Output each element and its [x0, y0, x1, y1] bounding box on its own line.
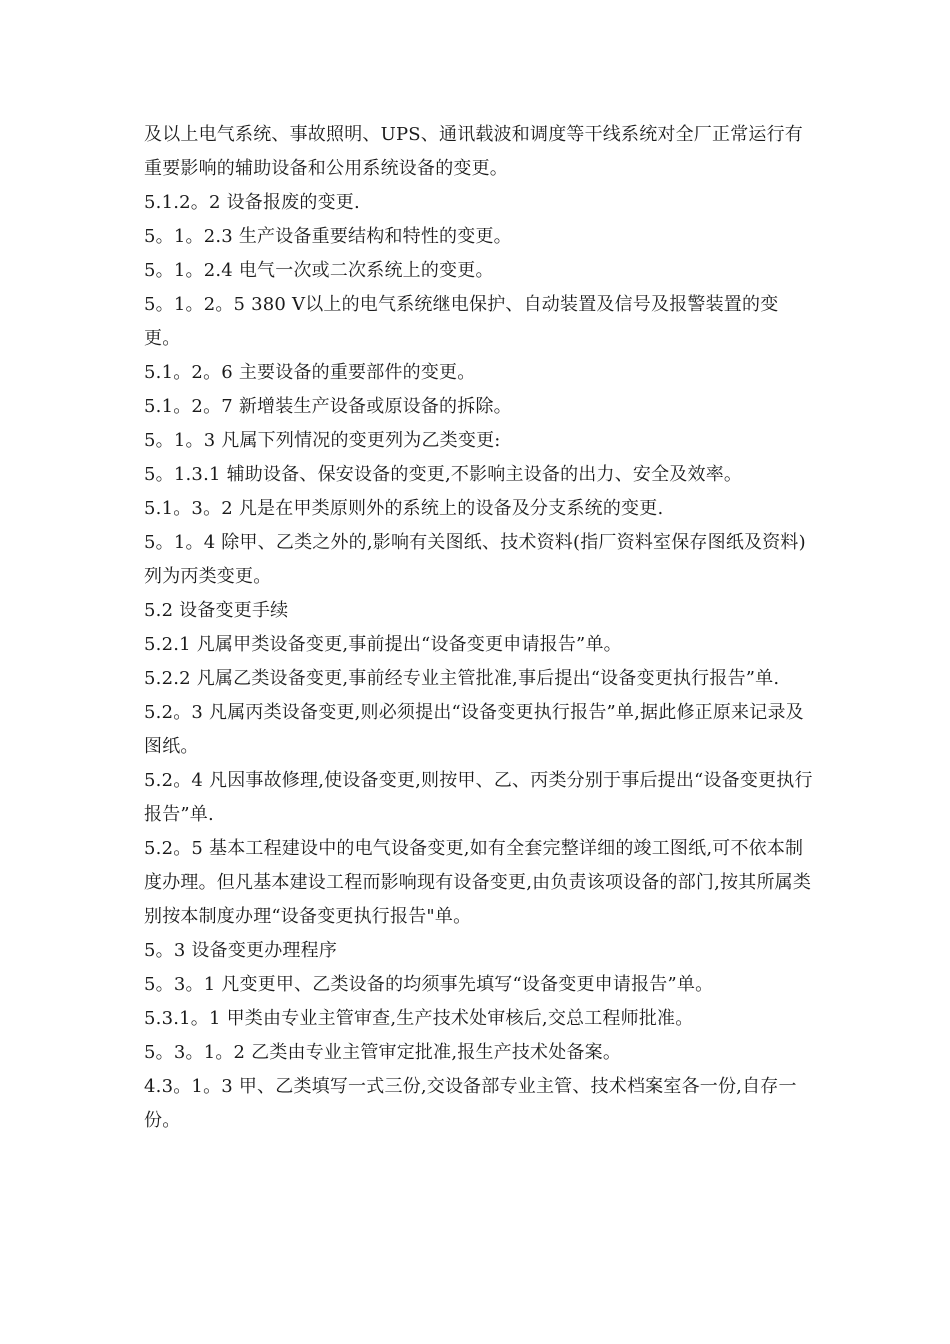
section-heading-5-3: 5。3 设备变更办理程序: [144, 940, 338, 961]
paragraph-5-1-3-2: 5.1。3。2 凡是在甲类原则外的系统上的设备及分支系统的变更.: [144, 498, 664, 519]
paragraph-5-1-2-6: 5.1。2。6 主要设备的重要部件的变更。: [144, 362, 476, 383]
paragraph-5-1-3: 5。1。3 凡属下列情况的变更列为乙类变更:: [144, 430, 501, 451]
paragraph-5-2-4: 5.2。4 凡因事故修理,使设备变更,则按甲、乙、丙类分别于事后提出“设备变更执行报告”单.: [144, 770, 813, 825]
paragraph-5-1-2-7: 5.1。2。7 新增装生产设备或原设备的拆除。: [144, 396, 512, 417]
paragraph-5-1-2-5: 5。1。2。5 380 V以上的电气系统继电保护、自动装置及信号及报警装置的变更。: [144, 294, 779, 349]
paragraph-5-2-1: 5.2.1 凡属甲类设备变更,事前提出“设备变更申请报告”单。: [144, 634, 622, 655]
paragraph-5-3-1-1: 5.3.1。1 甲类由专业主管审查,生产技术处审核后,交总工程师批准。: [144, 1008, 694, 1029]
paragraph-5-1-2-2: 5.1.2。2 设备报废的变更.: [144, 192, 360, 213]
section-heading-5-2: 5.2 设备变更手续: [144, 600, 289, 621]
paragraph-5-2-5: 5.2。5 基本工程建设中的电气设备变更,如有全套完整详细的竣工图纸,可不依本制度办理。但凡基本建设工程而影响现有设备变更,由负责该项设备的部门,按其所属类别按本制度办理“设备变更执行报告"单。: [144, 838, 812, 927]
paragraph-5-1-3-1: 5。1.3.1 辅助设备、保安设备的变更,不影响主设备的出力、安全及效率。: [144, 464, 743, 485]
paragraph-5-1-2-3: 5。1。2.3 生产设备重要结构和特性的变更。: [144, 226, 512, 247]
paragraph-5-2-2: 5.2.2 凡属乙类设备变更,事前经专业主管批准,事后提出“设备变更执行报告”单.: [144, 668, 780, 689]
paragraph-4-3-1-3: 4.3。1。3 甲、乙类填写一式三份,交设备部专业主管、技术档案室各一份,自存一份。: [144, 1076, 797, 1131]
paragraph-5-2-3: 5.2。3 凡属丙类设备变更,则必须提出“设备变更执行报告”单,据此修正原来记录及图纸。: [144, 702, 804, 757]
paragraph-5-3-1-2: 5。3。1。2 乙类由专业主管审定批准,报生产技术处备案。: [144, 1042, 622, 1063]
paragraph-scope-continuation: 及以上电气系统、事故照明、UPS、通讯载波和调度等干线系统对全厂正常运行有重要影响的辅助设备和公用系统设备的变更。: [144, 124, 804, 179]
document-body: [144, 118, 814, 1138]
paragraph-5-1-4: 5。1。4 除甲、乙类之外的,影响有关图纸、技术资料(指厂资料室保存图纸及资料)列为丙类变更。: [144, 532, 806, 587]
paragraph-5-1-2-4: 5。1。2.4 电气一次或二次系统上的变更。: [144, 260, 494, 281]
paragraph-5-3-1: 5。3。1 凡变更甲、乙类设备的均须事先填写“设备变更申请报告”单。: [144, 974, 714, 995]
